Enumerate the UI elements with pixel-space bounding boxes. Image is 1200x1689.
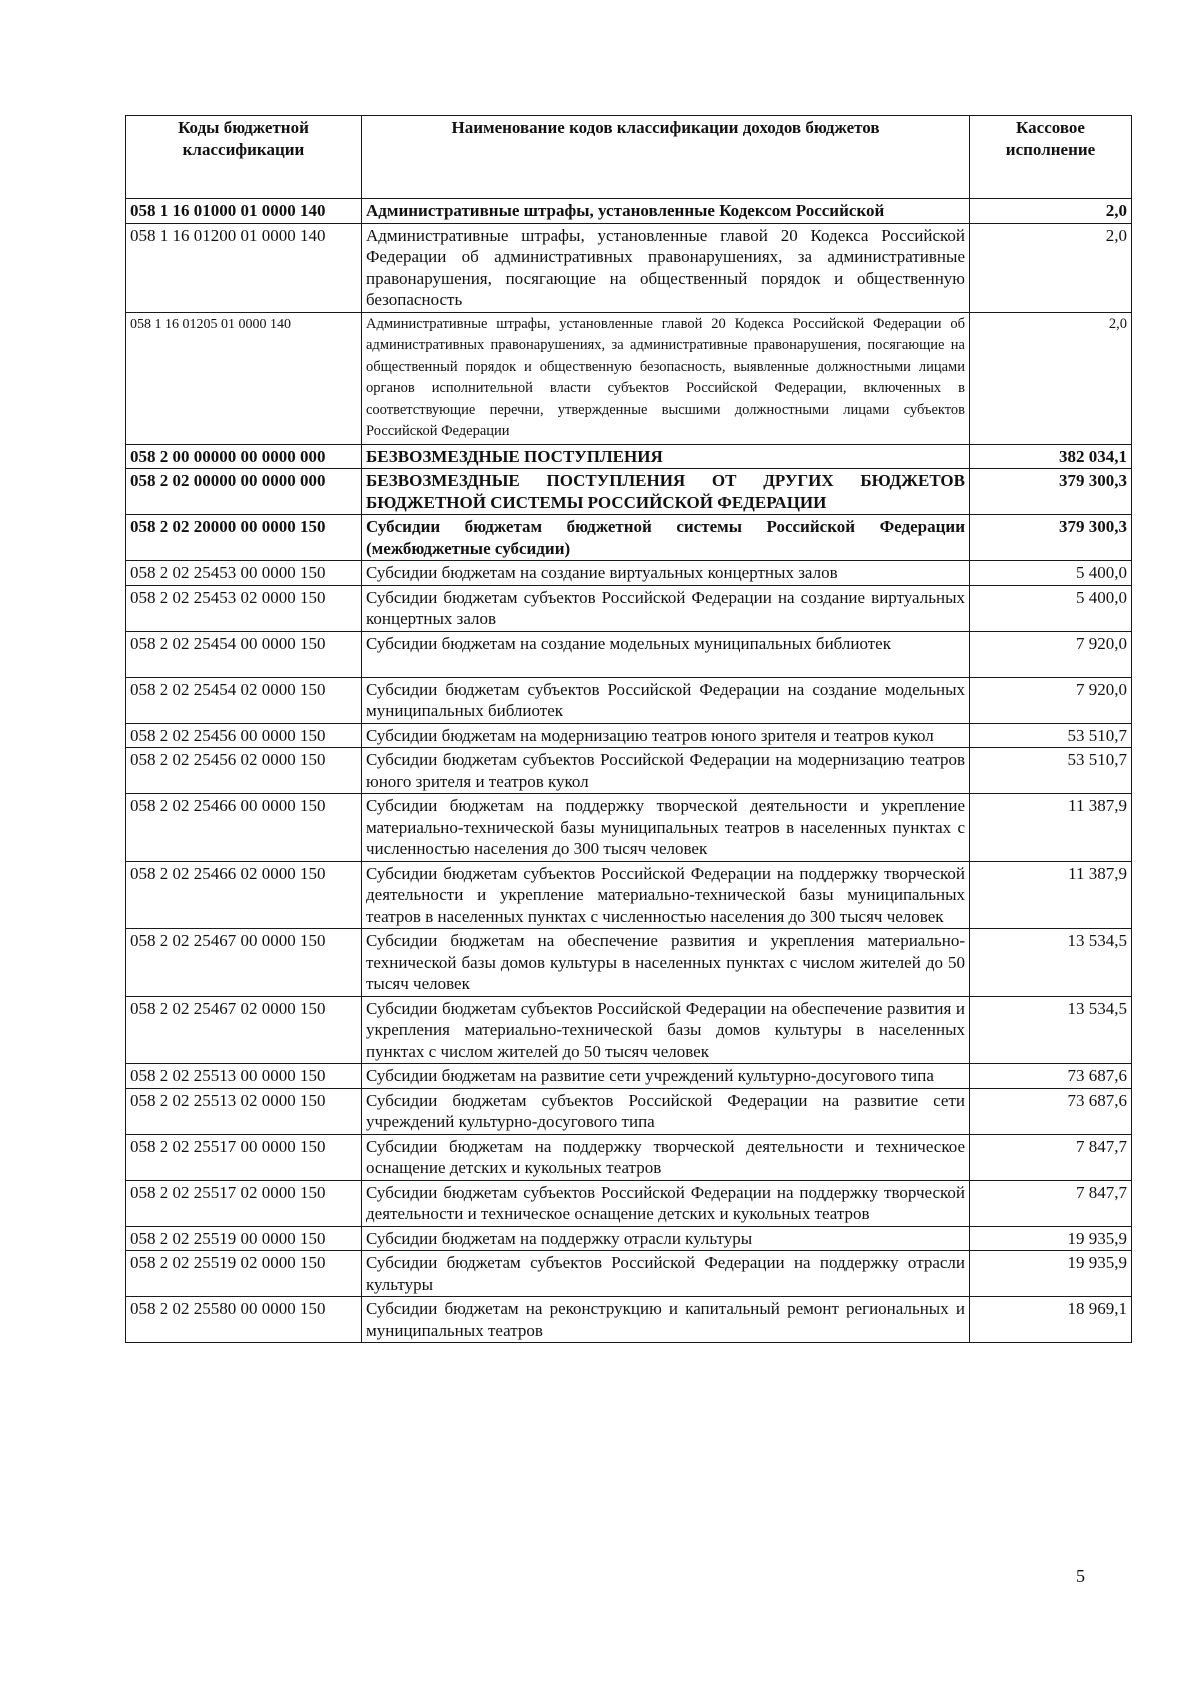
row-code: 058 2 02 25467 00 0000 150 (126, 929, 362, 997)
row-name: Субсидии бюджетам субъектов Российской Федерации на поддержку отрасли культуры (362, 1251, 970, 1297)
table-row (126, 996, 1132, 1064)
row-amount: 11 387,9 (970, 794, 1132, 862)
row-name: Субсидии бюджетам субъектов Российской Федерации на модернизацию театров юного зрителя и театров кукол (362, 748, 970, 794)
row-amount: 73 687,6 (970, 1088, 1132, 1134)
row-name: Субсидии бюджетам субъектов Российской Федерации на обеспечение развития и укрепления материально-технической базы домов культуры в населенных пунктах с числом жителей до 50 тысяч человек (362, 996, 970, 1064)
row-code: 058 2 02 25513 00 0000 150 (126, 1064, 362, 1089)
row-name: Субсидии бюджетам субъектов Российской Федерации на создание модельных муниципальных библиотек (362, 677, 970, 723)
row-code: 058 2 02 25580 00 0000 150 (126, 1297, 362, 1343)
row-code: 058 2 02 20000 00 0000 150 (126, 515, 362, 561)
row-name: Субсидии бюджетам субъектов Российской Федерации на развитие сети учреждений культурно-досугового типа (362, 1088, 970, 1134)
row-code: 058 2 02 25519 02 0000 150 (126, 1251, 362, 1297)
row-amount: 7 847,7 (970, 1134, 1132, 1180)
row-code: 058 2 02 25467 02 0000 150 (126, 996, 362, 1064)
row-name: Субсидии бюджетам на поддержку отрасли культуры (362, 1226, 970, 1251)
row-code: 058 1 16 01205 01 0000 140 (126, 312, 362, 444)
row-code: 058 1 16 01000 01 0000 140 (126, 199, 362, 224)
row-name: БЕЗВОЗМЕЗДНЫЕ ПОСТУПЛЕНИЯ ОТ ДРУГИХ БЮДЖЕТОВ БЮДЖЕТНОЙ СИСТЕМЫ РОССИЙСКОЙ ФЕДЕРАЦИИ (362, 469, 970, 515)
row-code: 058 2 02 25453 02 0000 150 (126, 585, 362, 631)
table-row (126, 794, 1132, 862)
row-amount: 11 387,9 (970, 861, 1132, 929)
row-code: 058 2 02 25513 02 0000 150 (126, 1088, 362, 1134)
header-code: Коды бюджетной классификации (126, 116, 362, 199)
row-name: Административные штрафы, установленные Кодексом Российской (362, 199, 970, 224)
table-row (126, 1088, 1132, 1134)
row-amount: 382 034,1 (970, 444, 1132, 469)
table-row (126, 723, 1132, 748)
row-name: Субсидии бюджетам на модернизацию театров юного зрителя и театров кукол (362, 723, 970, 748)
row-code: 058 2 02 25466 00 0000 150 (126, 794, 362, 862)
row-code: 058 2 02 25454 00 0000 150 (126, 631, 362, 677)
table-row (126, 631, 1132, 677)
table-row (126, 444, 1132, 469)
row-name: Субсидии бюджетам на поддержку творческой деятельности и техническое оснащение детских и кукольных театров (362, 1134, 970, 1180)
row-code: 058 2 02 25519 00 0000 150 (126, 1226, 362, 1251)
row-amount: 19 935,9 (970, 1226, 1132, 1251)
row-name: Субсидии бюджетам на развитие сети учреждений культурно-досугового типа (362, 1064, 970, 1089)
row-amount: 2,0 (970, 223, 1132, 312)
table-row (126, 561, 1132, 586)
row-code: 058 2 02 25517 02 0000 150 (126, 1180, 362, 1226)
row-code: 058 2 00 00000 00 0000 000 (126, 444, 362, 469)
table-row (126, 1180, 1132, 1226)
row-name: Субсидии бюджетам субъектов Российской Федерации на создание виртуальных концертных залов (362, 585, 970, 631)
table-row (126, 929, 1132, 997)
row-code: 058 2 02 25453 00 0000 150 (126, 561, 362, 586)
row-name: Субсидии бюджетам на реконструкцию и капитальный ремонт региональных и муниципальных театров (362, 1297, 970, 1343)
table-row (126, 1297, 1132, 1343)
table-row (126, 585, 1132, 631)
header-amount: Кассовое исполнение (970, 116, 1132, 199)
table-row (126, 515, 1132, 561)
row-amount: 13 534,5 (970, 996, 1132, 1064)
table-body (126, 199, 1132, 1343)
table-row (126, 223, 1132, 312)
table-row (126, 1134, 1132, 1180)
row-name: Административные штрафы, установленные главой 20 Кодекса Российской Федерации об административных правонарушениях, за административные правонарушения, посягающие на общественный порядок и общественную безопасность (362, 223, 970, 312)
row-name: Субсидии бюджетам бюджетной системы Российской Федерации (межбюджетные субсидии) (362, 515, 970, 561)
row-code: 058 2 02 25456 02 0000 150 (126, 748, 362, 794)
row-amount: 18 969,1 (970, 1297, 1132, 1343)
row-code: 058 2 02 00000 00 0000 000 (126, 469, 362, 515)
row-amount: 2,0 (970, 312, 1132, 444)
row-name: Субсидии бюджетам субъектов Российской Федерации на поддержку творческой деятельности и укрепление материально-технической базы муниципальных театров в населенных пунктах с численностью населения до 300 тысяч человек (362, 861, 970, 929)
row-amount: 2,0 (970, 199, 1132, 224)
row-amount: 7 920,0 (970, 677, 1132, 723)
table-row (126, 1226, 1132, 1251)
row-name: Субсидии бюджетам на обеспечение развития и укрепления материально-технической базы домов культуры в населенных пунктах с числом жителей до 50 тысяч человек (362, 929, 970, 997)
row-amount: 19 935,9 (970, 1251, 1132, 1297)
row-amount: 5 400,0 (970, 585, 1132, 631)
row-code: 058 2 02 25466 02 0000 150 (126, 861, 362, 929)
table-row (126, 469, 1132, 515)
table-row (126, 748, 1132, 794)
table-row (126, 1064, 1132, 1089)
row-amount: 7 920,0 (970, 631, 1132, 677)
row-code: 058 2 02 25454 02 0000 150 (126, 677, 362, 723)
table-header-row (126, 116, 1132, 199)
row-name: Субсидии бюджетам на поддержку творческой деятельности и укрепление материально-технической базы муниципальных театров в населенных пунктах с численностью населения до 300 тысяч человек (362, 794, 970, 862)
row-name: БЕЗВОЗМЕЗДНЫЕ ПОСТУПЛЕНИЯ (362, 444, 970, 469)
budget-classification-table (125, 115, 1132, 1343)
header-name: Наименование кодов классификации доходов бюджетов (362, 116, 970, 199)
row-amount: 13 534,5 (970, 929, 1132, 997)
row-amount: 53 510,7 (970, 748, 1132, 794)
table-row (126, 199, 1132, 224)
page-number: 5 (1076, 1566, 1085, 1586)
row-amount: 73 687,6 (970, 1064, 1132, 1089)
table-row (126, 677, 1132, 723)
table-row (126, 1251, 1132, 1297)
table-row (126, 861, 1132, 929)
row-code: 058 2 02 25517 00 0000 150 (126, 1134, 362, 1180)
row-amount: 7 847,7 (970, 1180, 1132, 1226)
row-code: 058 2 02 25456 00 0000 150 (126, 723, 362, 748)
row-amount: 53 510,7 (970, 723, 1132, 748)
row-name: Субсидии бюджетам на создание виртуальных концертных залов (362, 561, 970, 586)
table-row (126, 312, 1132, 444)
row-amount: 5 400,0 (970, 561, 1132, 586)
row-code: 058 1 16 01200 01 0000 140 (126, 223, 362, 312)
row-name: Субсидии бюджетам на создание модельных муниципальных библиотек (362, 631, 970, 677)
row-name: Субсидии бюджетам субъектов Российской Федерации на поддержку творческой деятельности и техническое оснащение детских и кукольных театров (362, 1180, 970, 1226)
row-name: Административные штрафы, установленные главой 20 Кодекса Российской Федерации об административных правонарушениях, за административные правонарушения, посягающие на общественный порядок и общественную безопасность, выявленные должностными лицами органов исполнительной власти субъектов Российской Федерации, включенных в соответствующие перечни, утвержденные высшими должностными лицами субъектов Российской Федерации (362, 312, 970, 444)
row-amount: 379 300,3 (970, 515, 1132, 561)
row-amount: 379 300,3 (970, 469, 1132, 515)
